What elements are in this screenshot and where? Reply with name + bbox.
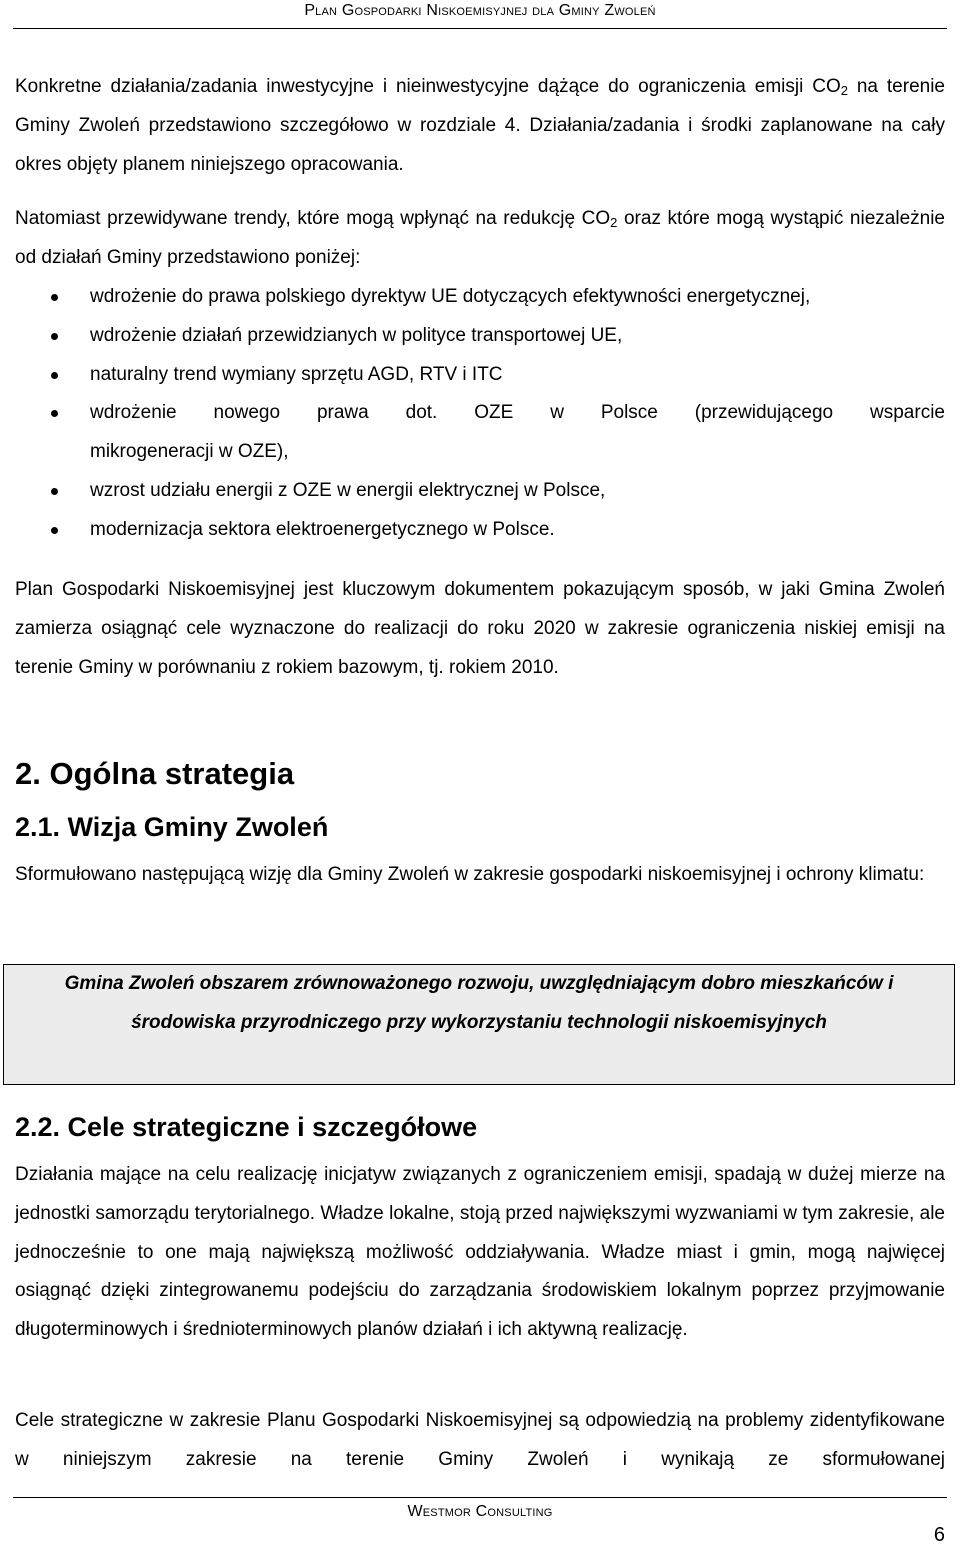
footer-rule xyxy=(13,1497,947,1498)
list-item: wdrożenie do prawa polskiego dyrektyw UE dotyczących efektywności energetycznej, xyxy=(15,278,945,317)
heading-vision: 2.1. Wizja Gminy Zwoleń xyxy=(15,812,329,842)
page-number: 6 xyxy=(933,1524,945,1546)
heading-strategic-goals: 2.2. Cele strategiczne i szczegółowe xyxy=(15,1112,478,1142)
list-item: modernizacja sektora elektroenergetycznego w Polsce. xyxy=(15,511,945,550)
trends-list xyxy=(15,278,945,550)
footer-company: Westmor Consulting xyxy=(407,1503,553,1520)
paragraph-strategic-goals: Cele strategiczne w zakresie Planu Gospodarki Niskoemisyjnej są odpowiedzią na problemy zidentyfikowane w niniejszym zakresie na terenie Gminy Zwoleń i wynikają ze sformułowanej xyxy=(15,1410,945,1470)
list-item: wdrożenie nowego prawa dot. OZE w Polsce (przewidującego wsparcie mikrogeneracji w OZE), xyxy=(15,394,945,472)
heading-general-strategy: 2. Ogólna strategia xyxy=(15,756,295,791)
list-item: wzrost udziału energii z OZE w energii elektrycznej w Polsce, xyxy=(15,472,945,511)
bullet-icon xyxy=(51,488,58,495)
bullet-icon xyxy=(51,333,58,340)
paragraph-local-authorities: Działania mające na celu realizację inicjatyw związanych z ograniczeniem emisji, spadają w dużej mierze na jednostki samorządu terytorialnego. Władze lokalne, stoją przed największymi wyzwaniami w tym zakresie, ale jednocześnie to one mają największą możliwość oddziaływania. Władze miast i gmin, mogą najwięcej osiągnąć dzięki zintegrowanemu podejściu do zarządzania środowiskiem lokalnym poprzez przyjmowanie długoterminowych i średnioterminowych planów działań i ich aktywną realizację. xyxy=(15,1164,945,1341)
vision-statement: Gmina Zwoleń obszarem zrównoważonego rozwoju, uwzględniającym dobro mieszkańców i środowiska przyrodniczego przy wykorzystaniu technologii niskoemisyjnych xyxy=(64,973,894,1033)
bullet-icon xyxy=(51,410,58,417)
paragraph-vision-intro: Sformułowano następującą wizję dla Gminy Zwoleń w zakresie gospodarki niskoemisyjnej i ochrony klimatu: xyxy=(15,864,925,885)
header-rule xyxy=(13,28,947,29)
paragraph-plan-description: Plan Gospodarki Niskoemisyjnej jest kluczowym dokumentem pokazującym sposób, w jaki Gmina Zwoleń zamierza osiągnąć cele wyznaczone do realizacji do roku 2020 w zakresie ograniczenia niskiej emisji na terenie Gminy w porównaniu z rokiem bazowym, tj. rokiem 2010. xyxy=(15,579,945,678)
paragraph-trends-intro: Natomiast przewidywane trendy, które mogą wpłynąć na redukcję $CO_2$ oraz które mogą wystąpić niezależnie od działań Gminy przedstawiono poniżej: xyxy=(15,208,945,268)
running-header: Plan Gospodarki Niskoemisyjnej dla Gminy Zwoleń xyxy=(304,2,656,19)
paragraph-emission-actions: Konkretne działania/zadania inwestycyjne i nieinwestycyjne dążące do ograniczenia emisji $CO_2$ na terenie Gminy Zwoleń przedstawiono szczegółowo w rozdziale 4. Działania/zadania i środki zaplanowane na cały okres objęty planem niniejszego opracowania. xyxy=(15,76,945,175)
list-item: wdrożenie działań przewidzianych w polityce transportowej UE, xyxy=(15,317,945,356)
bullet-icon xyxy=(51,527,58,534)
list-item: naturalny trend wymiany sprzętu AGD, RTV i ITC xyxy=(15,356,945,395)
bullet-icon xyxy=(51,294,58,301)
vision-box xyxy=(3,964,955,1085)
bullet-icon xyxy=(51,372,58,379)
